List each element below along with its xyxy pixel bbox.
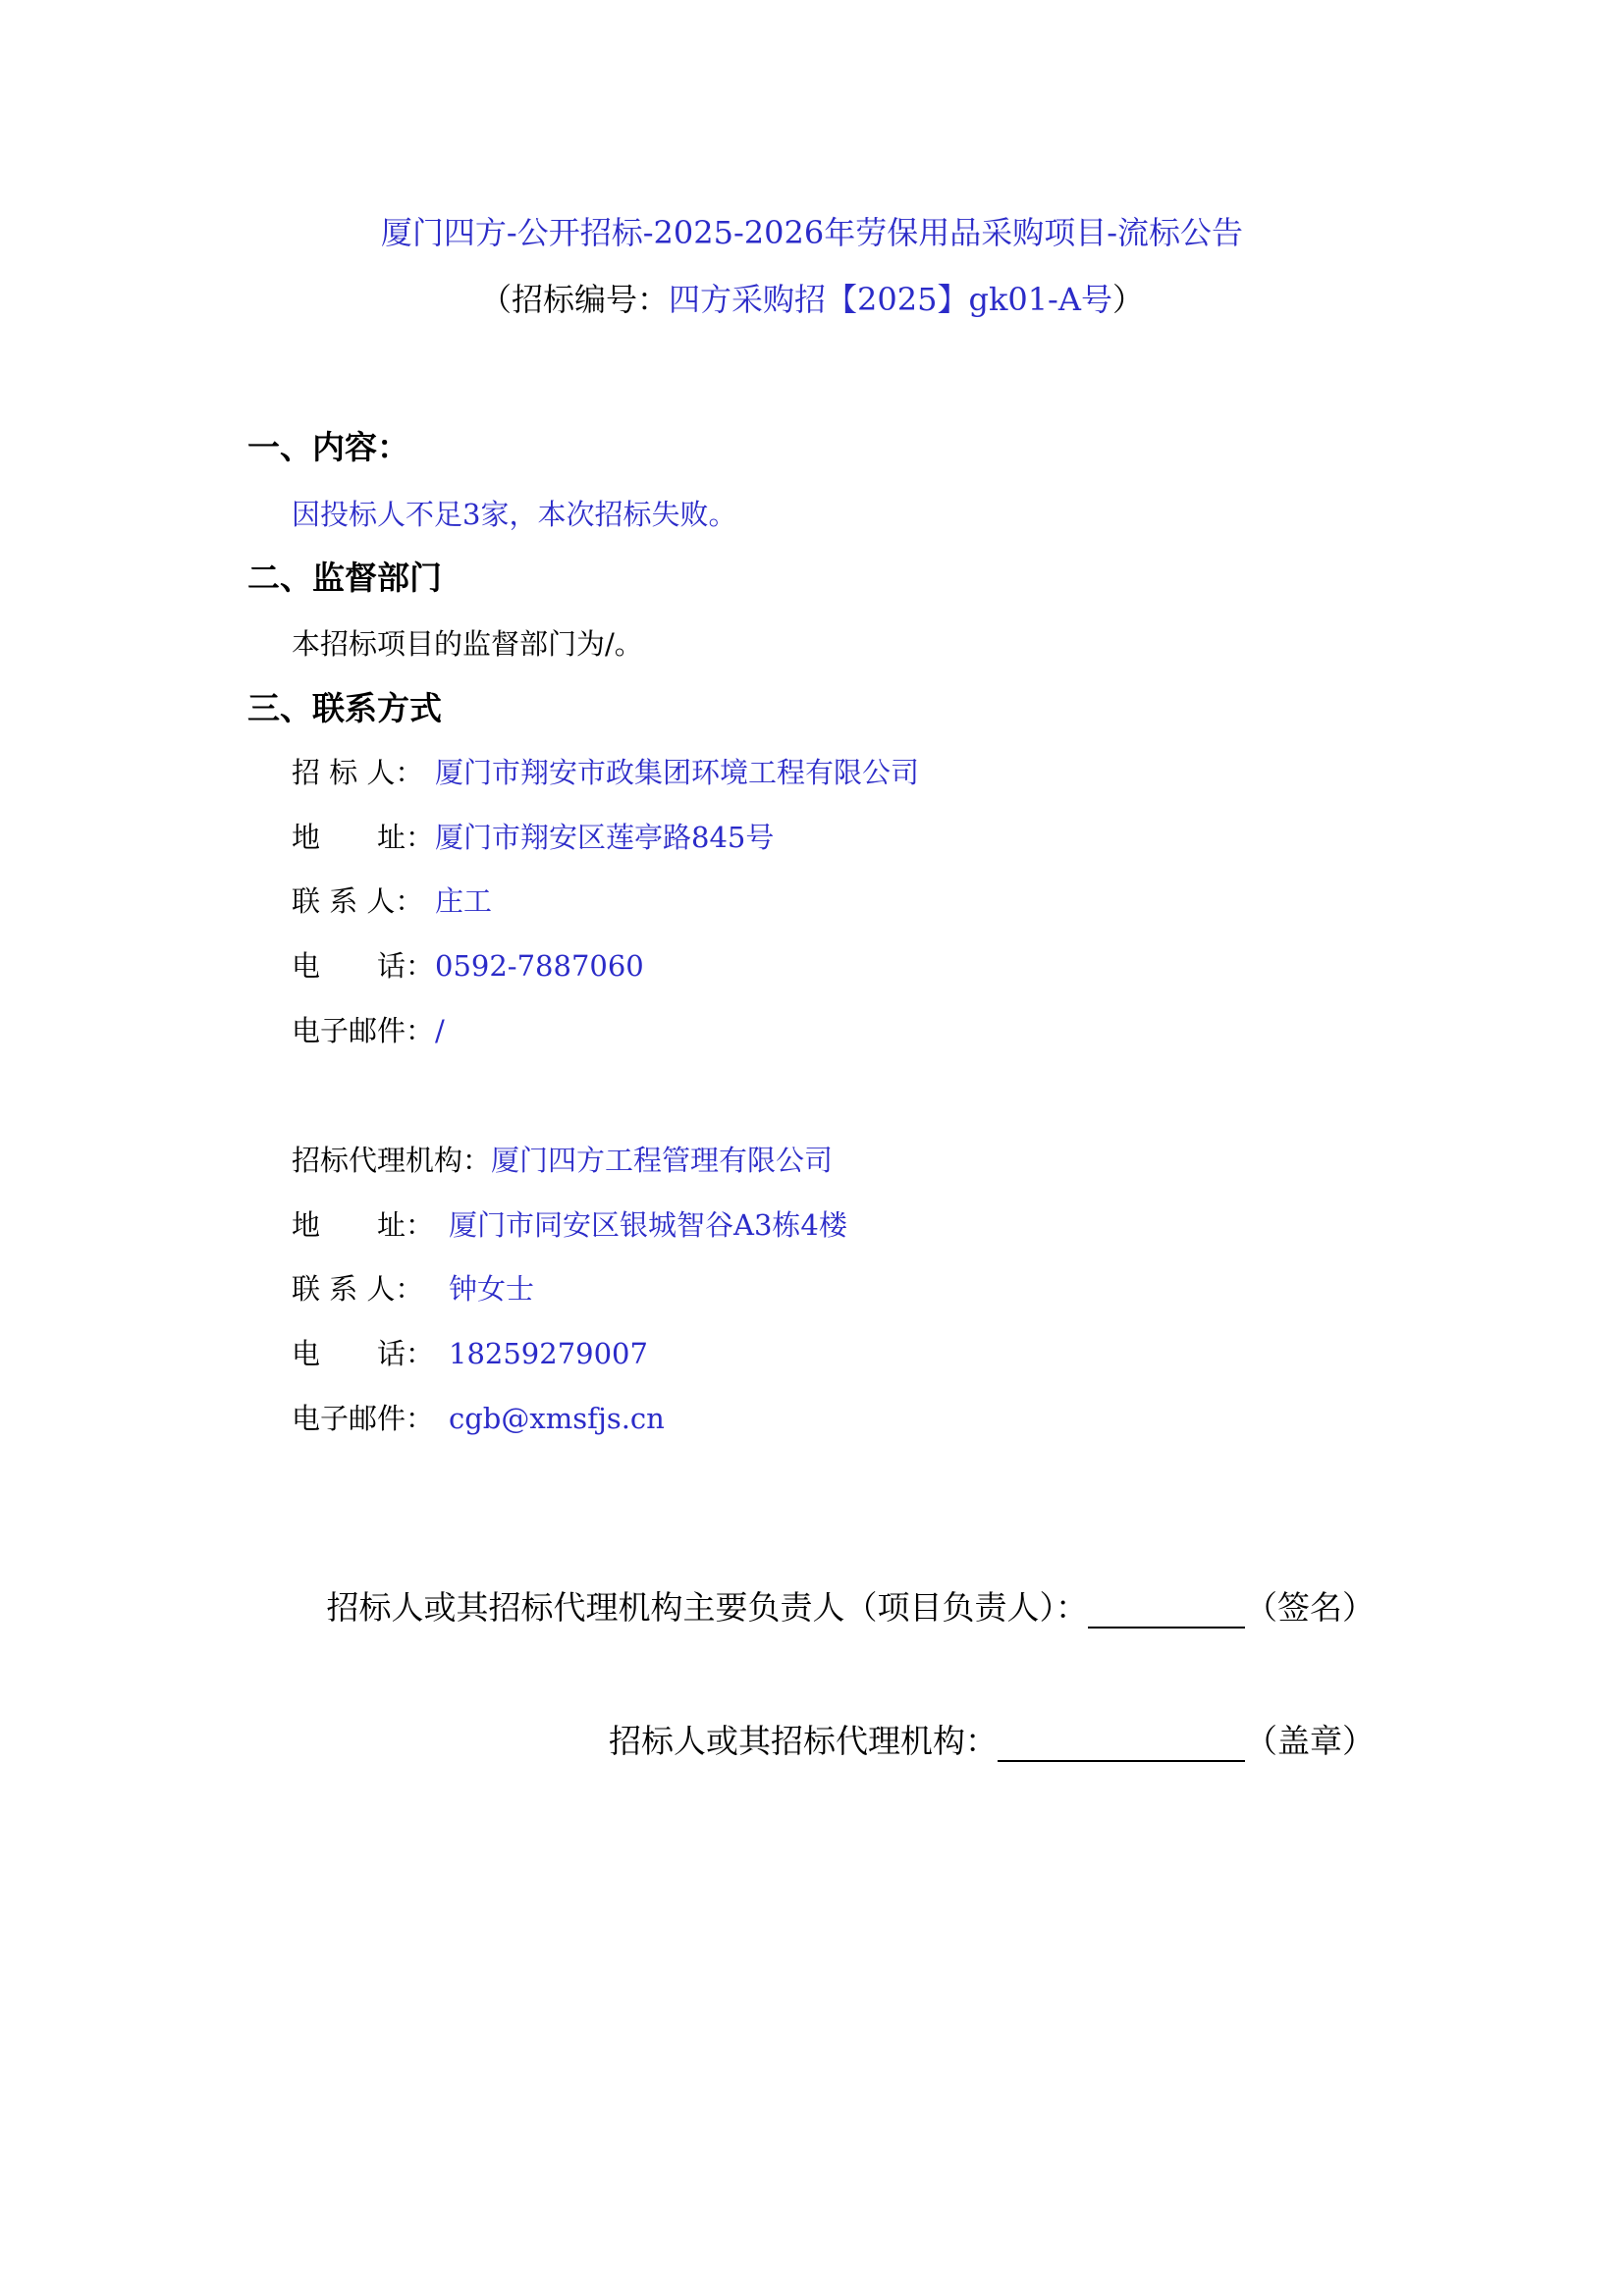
agency-name-row [292,1139,833,1179]
agency-name-label: 招标代理机构： [292,1144,492,1177]
signature-line-2 [609,1716,1375,1762]
signature-line-1-suffix: （签名） [1245,1588,1375,1627]
tenderer-phone-row [292,944,644,985]
agency-email-label: 电子邮件： [292,1402,435,1435]
tenderer-email-row [292,1009,445,1049]
tenderer-email: / [435,1014,445,1047]
signature-blank[interactable] [1088,1588,1245,1629]
agency-name: 厦门四方工程管理有限公司 [491,1144,834,1177]
section-content-heading: 一、内容： [247,428,409,466]
agency-phone-label: 电 话： [292,1337,435,1370]
signature-line-2-label: 招标人或其招标代理机构： [609,1722,998,1760]
agency-contact-row [292,1267,534,1308]
tenderer-address: 厦门市翔安区莲亭路845号 [435,821,775,854]
signature-line-1 [327,1582,1376,1629]
agency-address-row [292,1203,847,1244]
seal-blank[interactable] [998,1722,1245,1762]
tender-code [0,275,1624,320]
tenderer-contact-row [292,880,492,920]
tenderer-name-label: 招 标 人： [292,756,424,789]
agency-phone: 18259279007 [449,1337,648,1370]
page-title: 厦门四方-公开招标-2025-2026年劳保用品采购项目-流标公告 [380,214,1244,251]
agency-address-label: 地 址： [292,1208,435,1242]
tenderer-contact: 庄工 [435,884,493,918]
tender-code-prefix: （招标编号： [480,281,670,318]
section-content-text: 因投标人不足3家，本次招标失败。 [292,498,737,531]
agency-contact: 钟女士 [449,1272,535,1306]
agency-contact-label: 联 系 人： [292,1272,424,1306]
section-contact-heading: 三、联系方式 [247,689,442,727]
tenderer-address-row [292,816,774,856]
tenderer-name: 厦门市翔安市政集团环境工程有限公司 [435,756,920,789]
tenderer-email-label: 电子邮件： [292,1014,435,1047]
tenderer-name-row [292,751,919,791]
section-supervision-text: 本招标项目的监督部门为/。 [292,627,643,661]
agency-address: 厦门市同安区银城智谷A3栋4楼 [449,1208,847,1242]
tenderer-contact-label: 联 系 人： [292,884,424,918]
agency-email: cgb@xmsfjs.cn [449,1402,665,1435]
signature-line-2-suffix: （盖章） [1245,1722,1375,1760]
tenderer-address-label: 地 址： [292,821,435,854]
agency-email-row [292,1397,665,1437]
agency-phone-row [292,1332,648,1372]
tenderer-phone-label: 电 话： [292,949,435,983]
section-supervision-heading: 二、监督部门 [247,559,442,597]
tender-code-value: 四方采购招【2025】gk01-A号 [669,281,1112,318]
tenderer-phone: 0592-7887060 [435,949,644,983]
signature-line-1-label: 招标人或其招标代理机构主要负责人（项目负责人）： [326,1588,1088,1627]
tender-code-suffix: ） [1111,281,1144,318]
